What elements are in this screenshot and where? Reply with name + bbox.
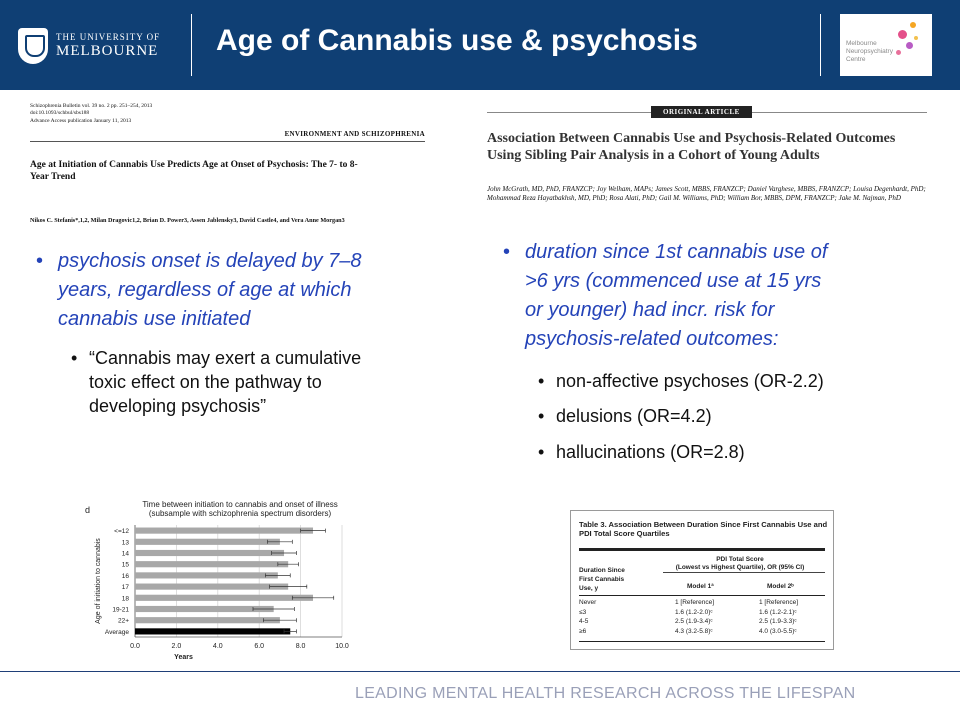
col-header-line: First Cannabis: [579, 575, 625, 583]
bullet-line: delusions (OR=4.2): [556, 406, 712, 426]
chart-category-label: Average: [104, 628, 129, 636]
partner-logo-text: Melbourne Neuropsychiatry Centre: [846, 40, 893, 63]
table-cell: ≤3: [579, 608, 587, 616]
chart-bar: [135, 628, 290, 634]
right-sub-bullet: [538, 404, 712, 428]
table-title: Table 3. Association Between Duration Since First Cannabis Use and PDI Total Score Quartiles: [579, 520, 828, 539]
university-line1: THE UNIVERSITY OF: [56, 31, 161, 42]
bullet-line: “Cannabis may exert a cumulative: [89, 348, 362, 368]
paper-section-heading: ENVIRONMENT AND SCHIZOPHRENIA: [284, 130, 425, 138]
table-col-header-model2: Model 2ᵇ: [767, 583, 794, 590]
bullet-line: psychosis onset is delayed by 7–8: [58, 250, 362, 272]
chart-y-axis-label: Age of initiation to cannabis: [95, 538, 102, 624]
table-cell: 2.5 (1.9-3.3)ᶜ: [759, 618, 797, 626]
chart-bar: [135, 561, 288, 567]
chart-tick-label: 4.0: [212, 643, 223, 650]
chart-tick-label: 10.0: [335, 643, 349, 650]
table-cell: 1.6 (1.2-2.1)ᶜ: [759, 608, 797, 616]
chart-bar: [135, 539, 280, 545]
table-group-header: [655, 556, 825, 573]
paper-title: Age at Initiation of Cannabis Use Predicts Age at Onset of Psychosis: The 7- to 8-Year Trend: [30, 160, 358, 183]
bullet-icon: •: [538, 442, 545, 462]
results-table: [570, 510, 834, 650]
bullet-line: cannabis use initiated: [58, 308, 251, 330]
chart-tick-label: 6.0: [254, 643, 265, 650]
chart-bar: [135, 550, 284, 556]
chart-tick-label: 2.0: [171, 643, 182, 650]
bullet-icon: •: [538, 371, 545, 391]
right-main-bullet: [503, 238, 828, 354]
chart-bar: [135, 584, 288, 590]
chart-category-label: 22+: [117, 617, 129, 625]
chart-category-label: 14: [121, 550, 129, 558]
chart-category-label: 18: [121, 595, 129, 603]
onset-chart: [80, 495, 370, 665]
chart-category-label: 17: [121, 584, 129, 592]
chart-category-label: 16: [121, 572, 129, 580]
article-type-badge: ORIGINAL ARTICLE: [651, 106, 752, 118]
header-divider-right: [820, 14, 821, 76]
paper-authors: Nikos C. Stefanis*,1,2, Milan Dragovic1,2, Brian D. Power3, Assen Jablensky3, David Castle4, and Vera Anne Morgan3: [30, 217, 345, 224]
journal-meta-line: doi:10.1093/schbul/sbs188: [30, 110, 90, 117]
table-cell: 1 [Reference]: [675, 599, 715, 606]
chart-bar: [135, 572, 278, 578]
bullet-line: non-affective psychoses (OR-2.2): [556, 371, 824, 391]
left-sub-bullet: [71, 346, 362, 418]
bullet-line: years, regardless of age at which: [58, 279, 352, 301]
bullet-line: toxic effect on the pathway to: [89, 372, 322, 392]
chart-title: Time between initiation to cannabis and onset of illness: [142, 500, 338, 509]
right-sub-bullet: [538, 369, 824, 393]
journal-meta-line: Schizophrenia Bulletin vol. 39 no. 2 pp. 251–254, 2013: [30, 103, 153, 109]
table-col-header-model1: Model 1ª: [687, 583, 714, 590]
chart-bar: [135, 595, 313, 601]
left-main-bullet: [36, 247, 362, 334]
pdi-subheader: (Lowest vs Highest Quartile), OR (95% CI): [675, 564, 805, 572]
header-banner: [0, 0, 960, 90]
paper-authors: John McGrath, MD, PhD, FRANZCP; Joy Welham, MAPs; James Scott, MBBS, FRANZCP; Daniel Varghese, MBBS, FRANZCP; Louisa Degenhardt, PhD; Mohammad Reza Hayatbakhsh, MD, PhD; Rosa Alati, PhD; Gail M. Williams, PhD; William Bor, MBBS, DPM, FRANZCP; Jake M. Najman, PhD: [487, 185, 926, 203]
footer-tagline: LEADING MENTAL HEALTH RESEARCH ACROSS THE LIFESPAN: [355, 685, 856, 702]
right-paper-snippet: [487, 103, 927, 223]
bullet-line: or younger) had incr. risk for: [525, 299, 775, 321]
table-body: [579, 599, 825, 637]
logo-dot-icon: [914, 36, 918, 40]
left-paper-snippet: [30, 103, 425, 228]
bullet-icon: •: [36, 250, 44, 272]
bullet-line: duration since 1st cannabis use of: [525, 241, 828, 263]
table-cell: ≥6: [579, 627, 587, 635]
slide-title: Age of Cannabis use & psychosis: [216, 24, 698, 57]
divider: [579, 595, 825, 596]
bullet-line: >6 yrs (commenced use at 15 yrs: [525, 270, 822, 292]
bullet-line: hallucinations (OR=2.8): [556, 442, 745, 462]
table-cell: 1 [Reference]: [759, 599, 799, 606]
chart-panel-label: d: [85, 505, 91, 515]
pdi-header: PDI Total Score: [716, 556, 764, 563]
chart-tick-label: 8.0: [295, 643, 306, 650]
university-logo: [18, 22, 178, 70]
table-row: [579, 609, 825, 619]
chart-category-label: 15: [121, 561, 129, 569]
bullet-line: psychosis-related outcomes:: [525, 328, 779, 350]
divider: [30, 141, 425, 142]
right-sub-bullet: [538, 440, 745, 464]
table-cell: Never: [579, 599, 597, 606]
table-row: [579, 628, 825, 638]
table-cell: 1.6 (1.2-2.0)ᶜ: [675, 608, 713, 616]
table-cell: 4.0 (3.0-5.5)ᶜ: [759, 627, 797, 635]
chart-bar: [135, 528, 313, 534]
university-line2: MELBOURNE: [56, 42, 159, 59]
table-cell: 4.3 (3.2-5.8)ᶜ: [675, 627, 713, 635]
table-cell: 4-5: [579, 618, 589, 626]
paper-title: Association Between Cannabis Use and Psychosis-Related Outcomes Using Sibling Pair Analysis in a Cohort of Young Adults: [487, 131, 896, 163]
table-col-header-duration: [579, 567, 625, 593]
footer-divider: [0, 671, 960, 672]
journal-meta-line: Advance Access publication January 11, 2013: [30, 117, 132, 124]
chart-svg: [80, 495, 370, 665]
chart-subtitle: (subsample with schizophrenia spectrum disorders): [148, 509, 332, 518]
logo-dot-icon: [898, 30, 907, 39]
crest-icon: [18, 28, 48, 64]
divider: [579, 548, 825, 551]
divider: [579, 641, 825, 642]
bullet-icon: •: [538, 406, 545, 426]
logo-dot-icon: [906, 42, 913, 49]
partner-logo: [840, 14, 932, 76]
chart-category-label: <=12: [114, 528, 129, 536]
table-row: [579, 618, 825, 628]
chart-category-label: 19-21: [112, 606, 129, 614]
chart-x-axis-label: Years: [174, 654, 193, 661]
table-row: [579, 599, 825, 609]
bullet-line: developing psychosis”: [89, 396, 267, 416]
logo-dot-icon: [910, 22, 916, 28]
header-divider: [191, 14, 192, 76]
table-cell: 2.5 (1.9-3.4)ᶜ: [675, 618, 713, 626]
bullet-icon: •: [71, 348, 78, 368]
chart-bar: [135, 617, 280, 623]
chart-tick-label: 0.0: [130, 643, 140, 650]
bullet-icon: •: [503, 241, 511, 263]
chart-category-label: 13: [121, 539, 129, 547]
col-header-line: Duration Since: [579, 567, 625, 574]
divider: [663, 572, 825, 573]
col-header-line: Use, y: [579, 584, 599, 592]
